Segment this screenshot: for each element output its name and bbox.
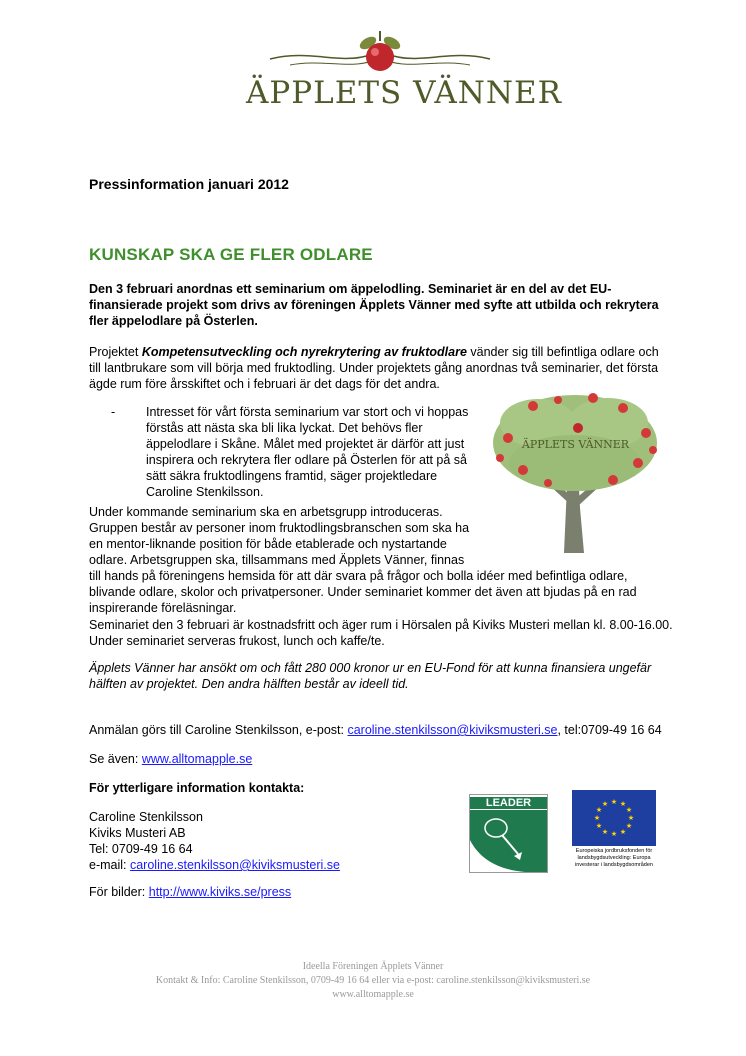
- paragraph-workgroup: [89, 504, 709, 616]
- footer-contact: Kontakt & Info: Caroline Stenkilsson, 0709-49 16 64 eller via e-post: caroline.stenkilsson@kiviksmusteri.se: [155, 975, 591, 986]
- contact-tel: Tel: 0709-49 16 64: [89, 842, 193, 856]
- quote-line: Intresset för vårt första seminarium var stort och vi hoppas: [146, 405, 469, 419]
- signup-email-link[interactable]: caroline.stenkilsson@kiviksmusteri.se: [347, 723, 558, 737]
- paragraph-line: Under kommande seminarium ska en arbetsgrupp introduceras.: [89, 505, 443, 519]
- svg-text:★: ★: [610, 798, 618, 806]
- contact-heading: För ytterligare information kontakta:: [89, 781, 305, 795]
- contact-block: [89, 809, 340, 873]
- lead-line: finansierade projekt som drivs av föreningen Äpplets Vänner med syfte att utbilda och rekrytera: [89, 298, 659, 312]
- paragraph-line: Gruppen består av personer inom fruktodlingsbranschen som ska ha: [89, 521, 470, 535]
- images-prefix: För bilder:: [89, 885, 149, 899]
- paragraph-seminar: [89, 617, 729, 649]
- svg-text:★: ★: [601, 800, 609, 808]
- paragraph-line: hälften av projektet. Den andra hälften består av ideell tid.: [89, 677, 409, 691]
- paragraph-line: Seminariet den 3 februari är kostnadsfritt och äger rum i Hörsalen på Kiviks Musteri mellan kl. 8.00-16.00.: [89, 618, 673, 632]
- svg-text:★: ★: [625, 806, 633, 814]
- quote-line: sätt säkra fruktodlingens framtid, säger projektledare: [146, 469, 438, 483]
- eu-logo-caption: [571, 848, 657, 869]
- quote-block: [146, 404, 486, 500]
- contact-email-prefix: e-mail:: [89, 858, 130, 872]
- leader-logo-text: LEADER: [470, 797, 547, 809]
- paragraph-line: inspirerande föreläsningar.: [89, 601, 237, 615]
- quote-line: förstås att nästa ska bli lika lyckat. Det behövs fler: [146, 421, 423, 435]
- quote-line: inspirera och rekrytera fler odlare på Österlen för att på så: [146, 453, 467, 467]
- quote-dash: -: [111, 405, 116, 419]
- paragraph-project: [89, 344, 709, 392]
- logo-text: ÄPPLETS VÄNNER: [246, 75, 562, 111]
- eu-caption-line: investerar i landsbygdsområden: [575, 862, 653, 868]
- paragraph-line: odlare. Arbetsgruppen ska, tillsammans med Äpplets Vänner, finnas: [89, 553, 465, 567]
- svg-text:★: ★: [601, 828, 609, 836]
- eu-logo: [571, 790, 657, 875]
- eu-caption-line: landsbygdsutveckling: Europa: [577, 855, 651, 861]
- leader-emblem-icon: [470, 810, 547, 872]
- paragraph-line: [89, 344, 709, 360]
- footer-website: www.alltomapple.se: [332, 989, 414, 1000]
- quote-line: äppelodlare i Skåne. Målet med projektet är därför att just: [146, 437, 465, 451]
- p1-prefix: Projektet: [89, 345, 142, 359]
- paragraph-line: blivande odlare, skolor och privatpersoner. Under seminariet kommer det även att bjudas på en rad: [89, 585, 637, 599]
- paragraph-line: till hands på föreningens hemsida för att där svara på frågor och bolla idéer med befintliga odlare,: [89, 569, 628, 583]
- project-name: Kompetensutveckling och nyrekrytering av fruktodlare: [141, 345, 467, 359]
- paragraph-funding: [89, 660, 729, 692]
- page-footer: [0, 960, 746, 1002]
- contact-company: Kiviks Musteri AB: [89, 826, 186, 840]
- eu-caption-line: Europeiska jordbruksfonden för: [575, 848, 653, 854]
- svg-text:★: ★: [625, 822, 633, 830]
- paragraph-line: ägde rum före årsskiftet och i februari är det dags för det andra.: [89, 377, 440, 391]
- eu-flag-icon: [572, 790, 656, 846]
- svg-text:★: ★: [595, 822, 603, 830]
- signup-prefix: Anmälan görs till Caroline Stenkilsson, e-post:: [89, 723, 348, 737]
- header-logo: [240, 25, 562, 115]
- tree-logo-text: ÄPPLETS VÄNNER: [521, 438, 630, 451]
- paragraph-line: Äpplets Vänner har ansökt om och fått 280 000 kronor ur en EU-Fond för att kunna finansiera ungefär: [89, 661, 652, 675]
- svg-text:★: ★: [595, 806, 603, 814]
- lead-line: Den 3 februari anordnas ett seminarium om äppelodling. Seminariet är en del av det EU-: [89, 282, 612, 296]
- see-also-line: [89, 751, 252, 767]
- lead-paragraph: [89, 281, 689, 329]
- images-line: [89, 884, 291, 900]
- footer-org: Ideella Föreningen Äpplets Vänner: [302, 961, 444, 972]
- svg-text:★: ★: [627, 814, 635, 822]
- headline: KUNSKAP SKA GE FLER ODLARE: [89, 245, 373, 264]
- leader-logo: [469, 794, 548, 873]
- signup-suffix: , tel:0709-49 16 64: [557, 723, 662, 737]
- svg-text:★: ★: [619, 828, 627, 836]
- see-also-link[interactable]: www.alltomapple.se: [141, 752, 253, 766]
- signup-line: [89, 722, 662, 738]
- press-line: Pressinformation januari 2012: [89, 176, 289, 192]
- contact-email-line: [89, 857, 340, 873]
- lead-line: fler äppelodlare på Österlen.: [89, 314, 258, 328]
- contact-name: Caroline Stenkilsson: [89, 810, 203, 824]
- contact-email-link[interactable]: caroline.stenkilsson@kiviksmusteri.se: [129, 858, 340, 872]
- paragraph-line: en mentor-liknande position för både etablerade och nystartande: [89, 537, 447, 551]
- see-also-prefix: Se även:: [89, 752, 142, 766]
- quote-line: Caroline Stenkilsson.: [146, 485, 264, 499]
- svg-text:★: ★: [610, 830, 618, 838]
- p1-suffix: vänder sig till befintliga odlare och: [466, 345, 659, 359]
- paragraph-line: till lantbrukare som vill börja med fruktodling. Under projektets gång anordnas två seminarier, det första: [89, 361, 659, 375]
- images-link[interactable]: http://www.kiviks.se/press: [148, 885, 292, 899]
- svg-text:★: ★: [619, 800, 627, 808]
- paragraph-line: Under seminariet serveras frukost, lunch och kaffe/te.: [89, 634, 385, 648]
- svg-text:★: ★: [593, 814, 601, 822]
